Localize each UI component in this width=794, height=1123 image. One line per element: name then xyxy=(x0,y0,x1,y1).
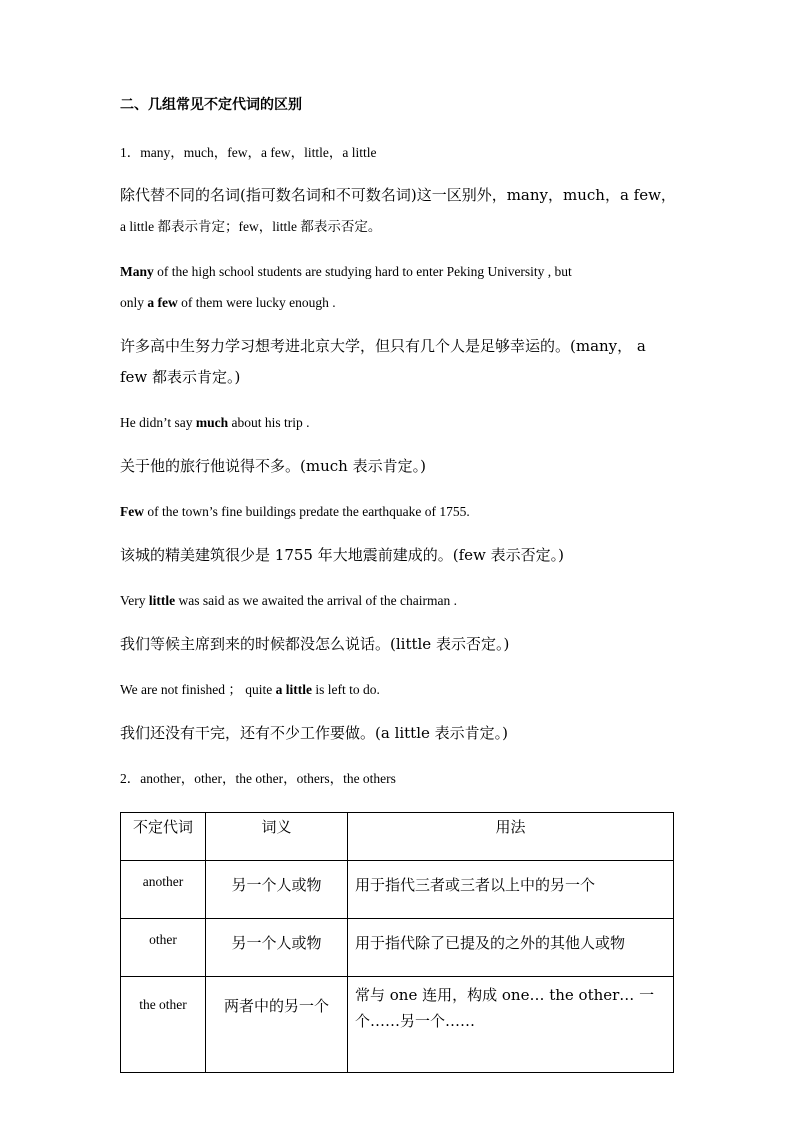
example2-pre: He didn’t say xyxy=(120,415,196,430)
example5-english xyxy=(120,683,380,697)
example5-chinese: 我们还没有干完，还有不少工作要做。(a little 表示肯定。) xyxy=(120,724,509,742)
table-cell-meaning: 另一个人或物 xyxy=(206,919,348,977)
table-header-usage: 用法 xyxy=(348,813,674,861)
example2-post: about his trip . xyxy=(228,415,310,430)
table-cell-usage xyxy=(348,977,674,1073)
keyword-a-little: a little xyxy=(275,682,312,697)
table-row xyxy=(121,977,674,1073)
table-cell-usage: 用于指代三者或三者以上中的另一个 xyxy=(348,861,674,919)
example5-post: is left to do. xyxy=(312,682,380,697)
part1-intro-line1: 除代替不同的名词(指可数名词和不可数名词)这一区别外，many，much，a few， xyxy=(120,186,676,204)
example1-chinese-line1: 许多高中生努力学习想考进北京大学，但只有几个人是足够幸运的。(many， a xyxy=(120,337,646,355)
table-cell-meaning: 两者中的另一个 xyxy=(206,977,348,1073)
keyword-much: much xyxy=(195,415,229,430)
usage-line1: 常与 one 连用，构成 one… the other… 一 xyxy=(355,986,655,1004)
example1-text2-pre: only xyxy=(120,295,148,310)
example4-pre: Very xyxy=(120,593,149,608)
table-header-pronoun: 不定代词 xyxy=(121,813,206,861)
example4-post: was said as we awaited the arrival of the chairman . xyxy=(175,593,458,608)
example2-chinese: 关于他的旅行他说得不多。(much 表示肯定。) xyxy=(120,457,426,475)
example4-chinese: 我们等候主席到来的时候都没怎么说话。(little 表示否定。) xyxy=(120,635,510,653)
example3-english xyxy=(120,505,470,519)
part2-heading: 2．another，other，the other，others，the others xyxy=(120,771,396,786)
table-header-meaning: 词义 xyxy=(206,813,348,861)
part1-intro-line2: a little 都表示肯定；few，little 都表示否定。 xyxy=(120,219,382,234)
example1-english-line1 xyxy=(120,265,572,279)
example1-english-line2 xyxy=(120,296,336,310)
example1-text1: of the high school students are studying hard to enter Peking University , but xyxy=(153,264,572,279)
table-cell-usage: 用于指代除了已提及的之外的其他人或物 xyxy=(348,919,674,977)
example4-english xyxy=(120,594,457,608)
table-cell-pronoun: the other xyxy=(121,977,206,1073)
example1-chinese-line2: few 都表示肯定。) xyxy=(120,368,241,386)
keyword-a-few: a few xyxy=(147,295,178,310)
example3-chinese: 该城的精美建筑很少是 1755 年大地震前建成的。(few 表示否定。) xyxy=(120,546,564,564)
example1-text2-post: of them were lucky enough . xyxy=(177,295,336,310)
keyword-few: Few xyxy=(120,504,144,519)
pronoun-table xyxy=(120,812,674,1073)
table-header-row xyxy=(121,813,674,861)
table-row xyxy=(121,919,674,977)
table-row xyxy=(121,861,674,919)
keyword-little: little xyxy=(148,593,176,608)
usage-line2: 个……另一个…… xyxy=(355,1012,476,1030)
example2-english xyxy=(120,416,310,430)
part1-heading: 1．many，much，few，a few，little，a little xyxy=(120,145,377,160)
section-title: 二、几组常见不定代词的区别 xyxy=(120,97,302,113)
table-cell-pronoun: another xyxy=(121,861,206,919)
example5-pre: We are not finished ； quite xyxy=(120,682,276,697)
example3-post: of the town’s fine buildings predate the earthquake of 1755. xyxy=(144,504,470,519)
table-cell-meaning: 另一个人或物 xyxy=(206,861,348,919)
table-cell-pronoun: other xyxy=(121,919,206,977)
keyword-many: Many xyxy=(120,264,154,279)
